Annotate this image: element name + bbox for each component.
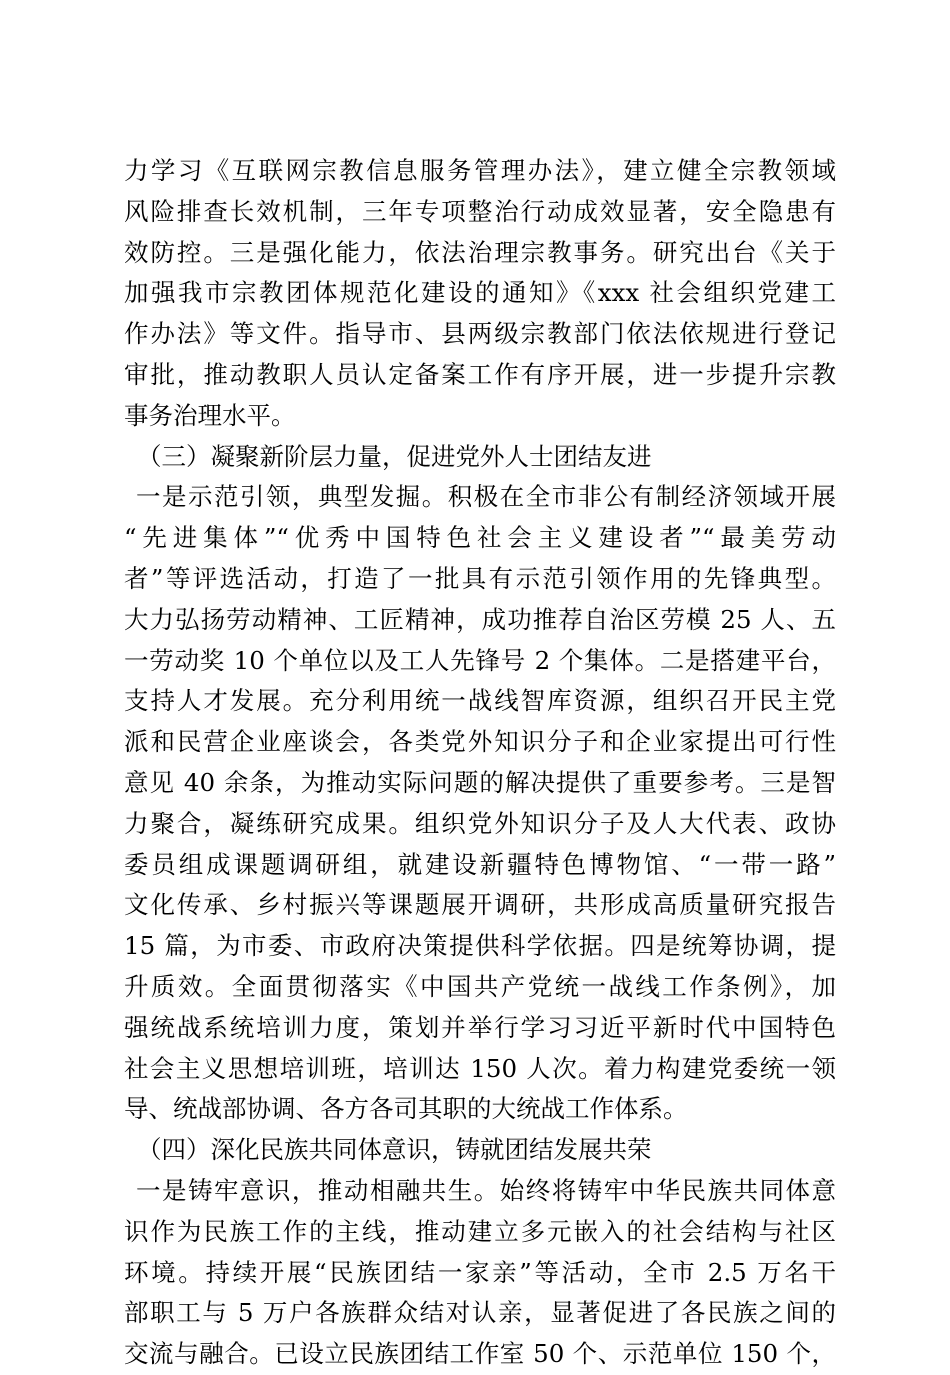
text-line: 审批，推动教职人员认定备案工作有序开展，进一步提升宗教 bbox=[124, 359, 836, 389]
document-body bbox=[124, 151, 836, 1375]
text-line: 力聚合，凝练研究成果。组织党外知识分子及人大代表、政协 bbox=[124, 808, 836, 838]
text-line: 一是铸牢意识，推动相融共生。始终将铸牢中华民族共同体意 bbox=[136, 1175, 836, 1205]
paragraph-ethnic-unity bbox=[124, 1171, 836, 1375]
text-line: 大力弘扬劳动精神、工匠精神，成功推荐自治区劳模 25 人、五 bbox=[124, 604, 836, 634]
text-line: 交流与融合。已设立民族团结工作室 50 个、示范单位 150 个， bbox=[124, 1339, 836, 1369]
section-heading-4: （四）深化民族共同体意识，铸就团结发展共荣 bbox=[137, 1135, 652, 1165]
text-line: 风险排查长效机制，三年专项整治行动成效显著，安全隐患有 bbox=[124, 196, 836, 226]
text-line: 导、统战部协调、各方各司其职的大统战工作体系。 bbox=[124, 1094, 688, 1124]
text-line: 意见 40 余条，为推动实际问题的解决提供了重要参考。三是智 bbox=[124, 767, 836, 797]
text-line: 环境。持续开展“民族团结一家亲”等活动，全市 2.5 万名干 bbox=[124, 1257, 836, 1287]
text-line: 一是示范引领，典型发掘。积极在全市非公有制经济领域开展 bbox=[136, 482, 836, 512]
text-line: 强统战系统培训力度，策划并举行学习习近平新时代中国特色 bbox=[124, 1012, 836, 1042]
text-line: 力学习《互联网宗教信息服务管理办法》，建立健全宗教领域 bbox=[124, 156, 836, 185]
text-line: 15 篇，为市委、市政府决策提供科学依据。四是统筹协调，提 bbox=[124, 931, 836, 961]
text-line: 者”等评选活动，打造了一批具有示范引领作用的先锋典型。 bbox=[124, 563, 836, 593]
text-line: 委员组成课题调研组，就建设新疆特色博物馆、“一带一路” bbox=[124, 849, 836, 879]
text-line: “先进集体”“优秀中国特色社会主义建设者”“最美劳动 bbox=[124, 523, 836, 553]
text-line: 文化传承、乡村振兴等课题展开调研，共形成高质量研究报告 bbox=[124, 890, 836, 920]
text-line: 加强我市宗教团体规范化建设的通知》《xxx 社会组织党建工 bbox=[124, 278, 836, 308]
text-line: 支持人才发展。充分利用统一战线智库资源，组织召开民主党 bbox=[124, 686, 836, 716]
section-heading-3: （三）凝聚新阶层力量，促进党外人士团结友进 bbox=[137, 441, 652, 471]
text-line: 识作为民族工作的主线，推动建立多元嵌入的社会结构与社区 bbox=[124, 1216, 836, 1246]
paragraph-religious-affairs bbox=[124, 151, 836, 437]
text-line: 一劳动奖 10 个单位以及工人先锋号 2 个集体。二是搭建平台， bbox=[124, 645, 836, 675]
paragraph-new-class-forces bbox=[124, 477, 836, 1130]
text-line: 派和民营企业座谈会，各类党外知识分子和企业家提出可行性 bbox=[124, 727, 836, 757]
text-line: 部职工与 5 万户各族群众结对认亲，显著促进了各民族之间的 bbox=[124, 1298, 836, 1328]
text-line: 升质效。全面贯彻落实《中国共产党统一战线工作条例》，加 bbox=[124, 971, 836, 1001]
text-line: 事务治理水平。 bbox=[124, 400, 296, 430]
text-line: 效防控。三是强化能力，依法治理宗教事务。研究出台《关于 bbox=[124, 237, 836, 267]
text-line: 社会主义思想培训班，培训达 150 人次。着力构建党委统一领 bbox=[124, 1053, 836, 1083]
text-line: 作办法》等文件。指导市、县两级宗教部门依法依规进行登记 bbox=[124, 319, 836, 349]
